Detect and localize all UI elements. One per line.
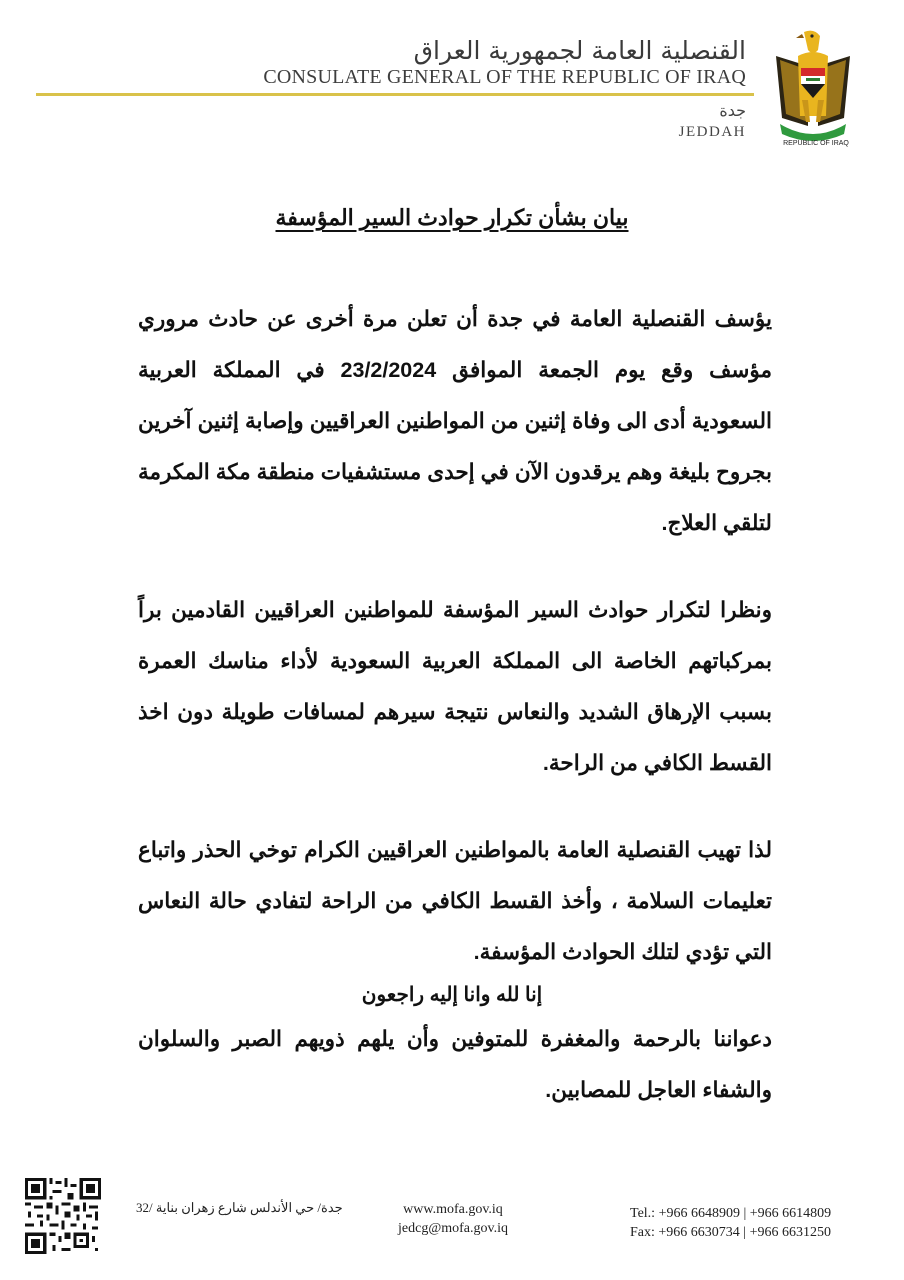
footer-web-contacts	[398, 1200, 508, 1238]
city-english: JEDDAH	[678, 124, 746, 140]
closing-phrase: إنا لله وانا إليه راجعون	[361, 984, 543, 1006]
footer-address: جدة/ حي الأندلس شارع زهران بناية /32	[136, 1200, 343, 1215]
qr-code-icon[interactable]	[25, 1178, 101, 1254]
body-paragraph: دعواننا بالرحمة والمغفرة للمتوفين وأن يلهم ذويهم الصبر والسلوان والشفاء العاجل للمصابين.	[138, 1027, 772, 1102]
document-body	[138, 294, 772, 1152]
email-link[interactable]: jedcg@mofa.gov.iq	[398, 1221, 508, 1236]
city-arabic: جدة	[719, 101, 746, 120]
header-divider	[36, 93, 754, 96]
website-link[interactable]: www.mofa.gov.iq	[403, 1202, 503, 1217]
body-paragraph: يؤسف القنصلية العامة في جدة أن تعلن مرة أخرى عن حادث مروري مؤسف وقع يوم الجمعة الموافق 23/2/2024 في المملكة العربية السعودية أدى الى وفاة إثنين من المواطنين العراقيين وإصابة إثنين آخرين بجروح بليغة وهم يرقدون الآن في إحدى مستشفيات منطقة مكة المكرمة لتلقي العلاج.	[138, 307, 772, 535]
org-name-english: CONSULATE GENERAL OF THE REPUBLIC OF IRAQ	[263, 66, 746, 88]
body-paragraph: ونظرا لتكرار حوادث السير المؤسفة للمواطنين العراقيين القادمين براً بمركباتهم الخاصة الى المملكة العربية السعودية لأداء مناسك العمرة بسبب الإرهاق الشديد والنعاس نتيجة سيرهم لمسافات طويلة دون اخذ القسط الكافي من الراحة.	[138, 598, 772, 775]
telephone-numbers: Tel.: +966 6648909 | +966 6614809	[630, 1206, 832, 1221]
body-paragraph: لذا تهيب القنصلية العامة بالمواطنين العراقيين الكرام توخي الحذر واتباع تعليمات السلامة ، وأخذ القسط الكافي من الراحة لتفادي حالة النعاس التي تؤدي لتلك الحوادث المؤسفة.	[138, 838, 772, 964]
fax-numbers: Fax: +966 6630734 | +966 6631250	[630, 1225, 831, 1240]
iraq-emblem-icon	[768, 26, 858, 154]
org-name-arabic: القنصلية العامة لجمهورية العراق	[413, 36, 746, 65]
document-title-text: بيان بشأن تكرار حوادث السير المؤسفة	[275, 205, 629, 230]
document-title	[0, 205, 904, 231]
emblem-caption: REPUBLIC OF IRAQ	[783, 140, 849, 147]
footer-phone-contacts	[630, 1204, 831, 1242]
